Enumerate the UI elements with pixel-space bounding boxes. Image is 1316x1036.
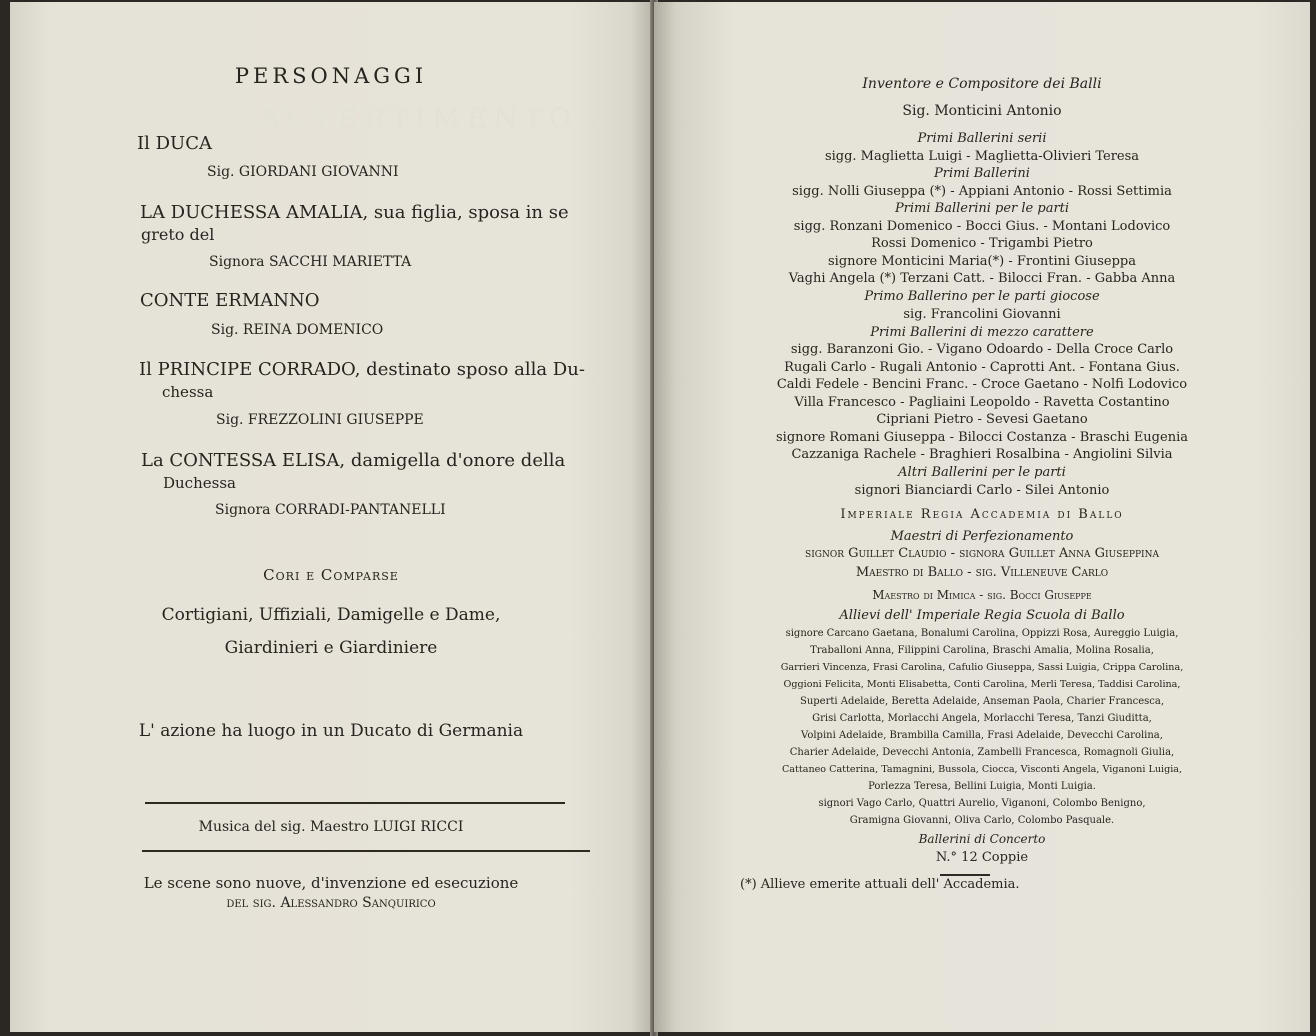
performer-name: Signora CORRADI-PANTANELLI bbox=[215, 502, 446, 518]
divider bbox=[940, 874, 990, 876]
divider bbox=[142, 850, 590, 852]
student-line: Volpini Adelaide, Brambilla Camilla, Frasi Adelaide, Devecchi Carolina, bbox=[801, 730, 1163, 741]
character-role: LA DUCHESSA AMALIA, sua figlia, sposa in se bbox=[140, 202, 569, 223]
ballet-line: Maestri di Perfezionamento bbox=[890, 529, 1074, 544]
character-role-continued: greto del bbox=[141, 225, 215, 244]
student-line: Porlezza Teresa, Bellini Luigia, Monti Luigia. bbox=[868, 781, 1096, 792]
ballet-line: Maestro di Ballo - sig. Villeneuve Carlo bbox=[855, 565, 1109, 580]
setting-text: L' azione ha luogo in un Ducato di Germania bbox=[138, 721, 524, 741]
student-line: Gramigna Giovanni, Oliva Carlo, Colombo Pasquale. bbox=[849, 815, 1115, 826]
character-role-continued: Duchessa bbox=[163, 474, 236, 492]
ballet-line: Allievi dell' Imperiale Regia Scuola di Ballo bbox=[839, 608, 1125, 623]
ballet-line: Rossi Domenico - Trigambi Pietro bbox=[871, 236, 1093, 251]
ballet-line: Primi Ballerini serii bbox=[917, 131, 1047, 146]
student-line: signori Vago Carlo, Quattri Aurelio, Viganoni, Colombo Benigno, bbox=[818, 798, 1146, 809]
ballet-line: signore Romani Giuseppa - Bilocci Costanza - Braschi Eugenia bbox=[776, 430, 1188, 445]
ballet-line: signori Bianciardi Carlo - Silei Antonio bbox=[854, 483, 1110, 498]
performer-name: Sig. REINA DOMENICO bbox=[211, 322, 384, 338]
ballet-line: Cipriani Pietro - Sevesi Gaetano bbox=[876, 412, 1088, 427]
student-line: signore Carcano Gaetana, Bonalumi Carolina, Oppizzi Rosa, Aureggio Luigia, bbox=[785, 628, 1179, 639]
ballet-line: sigg. Ronzani Domenico - Bocci Gius. - Montani Lodovico bbox=[793, 219, 1171, 234]
right-page bbox=[654, 2, 1310, 1032]
ballet-line: Villa Francesco - Pagliaini Leopoldo - Ravetta Costantino bbox=[794, 395, 1170, 410]
left-page bbox=[10, 2, 652, 1032]
page-title: PERSONAGGI bbox=[234, 64, 428, 88]
ballet-line: Rugali Carlo - Rugali Antonio - Caprotti Ant. - Fontana Gius. bbox=[784, 360, 1180, 375]
ballet-line: Cazzaniga Rachele - Braghieri Rosalbina - Angiolini Silvia bbox=[791, 447, 1173, 462]
footnote: (*) Allieve emerite attuali dell' Accademia. bbox=[740, 877, 1020, 892]
ballet-line: Inventore e Compositore dei Balli bbox=[862, 76, 1102, 92]
ballet-line: sigg. Baranzoni Gio. - Vigano Odoardo - Della Croce Carlo bbox=[790, 342, 1174, 357]
student-line: Charier Adelaide, Devecchi Antonia, Zambelli Francesca, Romagnoli Giulia, bbox=[789, 747, 1175, 758]
ballet-line: sigg. Maglietta Luigi - Maglietta-Olivieri Teresa bbox=[824, 149, 1140, 164]
ballet-line: Altri Ballerini per le parti bbox=[898, 465, 1066, 480]
chorus-heading: Cori e Comparse bbox=[263, 566, 399, 584]
character-role: La CONTESSA ELISA, damigella d'onore della bbox=[141, 450, 566, 471]
ballet-line: Vaghi Angela (*) Terzani Catt. - Bilocci Fran. - Gabba Anna bbox=[788, 271, 1176, 286]
ballet-line: Caldi Fedele - Bencini Franc. - Croce Gaetano - Nolfi Lodovico bbox=[776, 377, 1188, 392]
student-line: Traballoni Anna, Filippini Carolina, Braschi Amalia, Molina Rosalia, bbox=[810, 645, 1154, 656]
bleed-through-text: AVVERTIMENTO bbox=[260, 102, 578, 135]
ballet-line: Primo Ballerino per le parti giocose bbox=[864, 289, 1100, 304]
academy-heading: Imperiale Regia Accademia di Ballo bbox=[840, 507, 1124, 522]
ballet-line: Maestro di Mimica - sig. Bocci Giuseppe bbox=[872, 588, 1092, 602]
performer-name: Sig. FREZZOLINI GIUSEPPE bbox=[216, 412, 424, 428]
character-role-continued: chessa bbox=[162, 383, 214, 401]
student-line: Cattaneo Catterina, Tamagnini, Bussola, Ciocca, Visconti Angela, Viganoni Luigia, bbox=[781, 764, 1183, 775]
scenes-credit: Le scene sono nuove, d'invenzione ed esecuzione bbox=[143, 874, 519, 892]
student-line: Oggioni Felicita, Monti Elisabetta, Conti Carolina, Merli Teresa, Taddisi Carolina, bbox=[783, 679, 1181, 690]
ballet-line: signore Monticini Maria(*) - Frontini Giuseppa bbox=[827, 254, 1137, 269]
ballet-line: sig. Francolini Giovanni bbox=[903, 307, 1061, 322]
character-role: CONTE ERMANNO bbox=[140, 290, 320, 311]
ballet-line: Primi Ballerini bbox=[934, 166, 1030, 181]
character-role: Il PRINCIPE CORRADO, destinato sposo alla Du- bbox=[139, 359, 585, 380]
divider bbox=[145, 802, 565, 804]
chorus-line: Giardinieri e Giardiniere bbox=[224, 638, 438, 658]
music-credit: Musica del sig. Maestro LUIGI RICCI bbox=[198, 819, 464, 835]
ballet-line: sigg. Nolli Giuseppa (*) - Appiani Antonio - Rossi Settimia bbox=[792, 184, 1172, 199]
student-line: Superti Adelaide, Beretta Adelaide, Anseman Paola, Charier Francesca, bbox=[799, 696, 1165, 707]
student-line: Grisi Carlotta, Morlacchi Angela, Morlacchi Teresa, Tanzi Giuditta, bbox=[812, 713, 1152, 724]
ballet-line: N.° 12 Coppie bbox=[935, 850, 1029, 865]
ballet-line: Primi Ballerini per le parti bbox=[894, 201, 1070, 216]
ballet-line: Sig. Monticini Antonio bbox=[902, 103, 1062, 119]
ballet-line: Primi Ballerini di mezzo carattere bbox=[870, 325, 1094, 340]
ballet-line: signor Guillet Claudio - signora Guillet Anna Giuseppina bbox=[805, 546, 1159, 561]
performer-name: Signora SACCHI MARIETTA bbox=[209, 254, 412, 270]
performer-name: Sig. GIORDANI GIOVANNI bbox=[207, 164, 399, 180]
student-line: Garrieri Vincenza, Frasi Carolina, Cafulio Giuseppa, Sassi Luigia, Crippa Carolina, bbox=[780, 662, 1184, 673]
ballet-line: Ballerini di Concerto bbox=[918, 832, 1046, 846]
character-role: Il DUCA bbox=[137, 133, 212, 154]
chorus-line: Cortigiani, Uffiziali, Damigelle e Dame, bbox=[161, 605, 501, 625]
scenes-credit: del sig. Alessandro Sanquirico bbox=[226, 895, 436, 911]
